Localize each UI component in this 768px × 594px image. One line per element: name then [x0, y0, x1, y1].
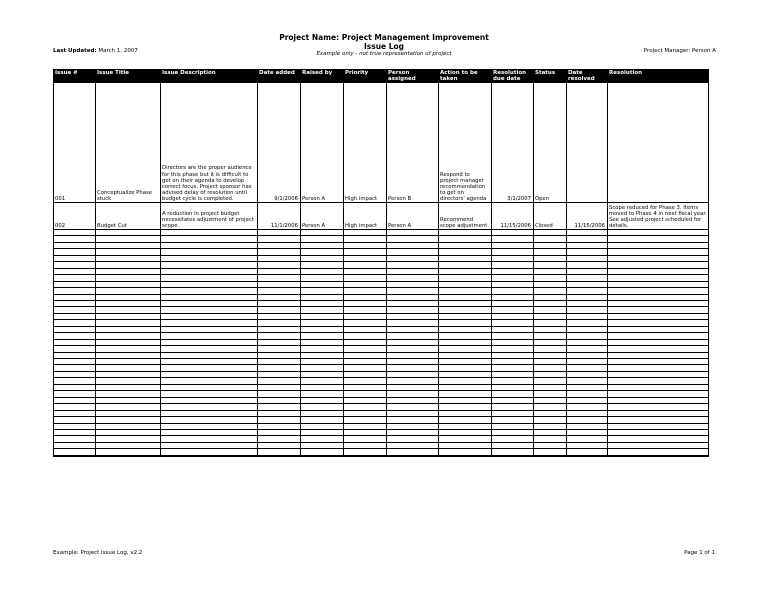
- cell-text: Budget Cut: [97, 222, 127, 229]
- cell-due-date: [491, 84, 533, 202]
- cell-text: Respond to project manager recommendation to get on directors' agenda: [440, 171, 487, 202]
- grid-hline: [53, 352, 709, 353]
- cell-text: 11/15/2006: [500, 222, 531, 229]
- grid-hline: [53, 294, 709, 295]
- grid-hline: [53, 358, 709, 359]
- grid-hline: [53, 416, 709, 417]
- column-header-issue-title: Issue Title: [97, 70, 130, 76]
- column-header-issue-no: Issue #: [55, 70, 78, 76]
- cell-issue-number: [53, 203, 95, 229]
- grid-hline: [53, 423, 709, 424]
- cell-issue-title: [95, 84, 160, 202]
- cell-text: 3/1/2007: [507, 195, 531, 202]
- grid-hline: [53, 274, 709, 275]
- cell-text: Person B: [388, 195, 412, 202]
- column-header-action: Action to be taken: [440, 70, 478, 82]
- grid-hline: [53, 306, 709, 307]
- cell-text: Conceptualize Phase stuck: [97, 189, 152, 202]
- cell-text: Person A: [388, 222, 412, 229]
- grid-hline: [53, 255, 709, 256]
- grid-hline: [53, 456, 709, 457]
- grid-hline: [53, 429, 709, 430]
- grid-hline: [53, 390, 709, 391]
- column-header-resolution-due-date: Resolution due date: [493, 70, 527, 82]
- cell-raised-by: [300, 203, 343, 229]
- cell-issue-description: [160, 203, 257, 229]
- cell-resolution: [607, 203, 709, 229]
- cell-text: 11/1/2006: [270, 222, 298, 229]
- cell-text: 11/15/2006: [574, 222, 605, 229]
- cell-text: 002: [55, 222, 66, 229]
- cell-text: High impact: [345, 222, 378, 229]
- grid-hline: [53, 364, 709, 365]
- cell-text: A reduction in project budget necessitates adjustment of project scope.: [162, 210, 254, 229]
- last-updated-label: Last Updated:: [53, 48, 97, 54]
- cell-raised-by: [300, 84, 343, 202]
- grid-hline: [53, 326, 709, 327]
- grid-hline: [53, 261, 709, 262]
- grid-hline: [53, 287, 709, 288]
- example-note: Example only - not true representation of project: [316, 51, 452, 57]
- column-header-raised-by: Raised by: [302, 70, 333, 76]
- cell-text: Person A: [302, 222, 326, 229]
- cell-action: [438, 84, 491, 202]
- cell-date-resolved: [566, 203, 607, 229]
- grid-hline: [53, 281, 709, 282]
- cell-text: Scope reduced for Phase 3. Items moved to Phase 4 in next fiscal year. See adjusted project scheduled for details.: [609, 204, 707, 229]
- grid-hline: [53, 403, 709, 404]
- cell-priority: [343, 203, 386, 229]
- footer-right: Page 1 of 1: [684, 550, 715, 556]
- grid-hline: [53, 332, 709, 333]
- cell-text: Person A: [302, 195, 326, 202]
- cell-date-added: [257, 203, 300, 229]
- cell-text: Recommend scope adjustment: [440, 216, 488, 229]
- cell-status: [533, 203, 566, 229]
- grid-hline: [53, 435, 709, 436]
- cell-priority: [343, 84, 386, 202]
- cell-resolution: [607, 84, 709, 202]
- cell-date-added: [257, 84, 300, 202]
- project-title: Project Name: Project Management Improvement: [279, 33, 489, 42]
- grid-hline: [53, 268, 709, 269]
- column-header-issue-description: Issue Description: [162, 70, 216, 76]
- cell-text: Closed: [535, 222, 553, 229]
- grid-hline: [53, 345, 709, 346]
- grid-hline: [53, 397, 709, 398]
- column-header-date-added: Date added: [259, 70, 295, 76]
- cell-date-resolved: [566, 84, 607, 202]
- cell-text: Open: [535, 195, 550, 202]
- issue-log-table: [53, 69, 709, 456]
- cell-person-assigned: [386, 84, 438, 202]
- grid-hline: [53, 235, 709, 236]
- grid-hline: [53, 371, 709, 372]
- log-title: Issue Log: [363, 42, 405, 51]
- footer-left: Example: Project Issue Log, v2.2: [53, 550, 143, 556]
- column-header-priority: Priority: [345, 70, 369, 76]
- column-header-person-assigned: Person assigned: [388, 70, 416, 82]
- grid-hline: [53, 377, 709, 378]
- column-header-resolution: Resolution: [609, 70, 643, 76]
- cell-issue-description: [160, 84, 257, 202]
- cell-status: [533, 84, 566, 202]
- cell-text: Directors are the proper audience for this phase but it is difficult to get on their agenda to develop correct focus. Project sponsor has advised delay of resolution until budget cycle is completed.: [162, 165, 252, 202]
- grid-hline: [53, 248, 709, 249]
- grid-hline: [53, 442, 709, 443]
- grid-hline: [53, 229, 709, 230]
- cell-text: 9/1/2006: [274, 195, 298, 202]
- grid-hline: [53, 384, 709, 385]
- cell-person-assigned: [386, 203, 438, 229]
- project-manager: Project Manager: Person A: [643, 48, 716, 54]
- last-updated: [53, 48, 138, 55]
- grid-hline: [53, 339, 709, 340]
- grid-hline: [53, 319, 709, 320]
- cell-issue-title: [95, 203, 160, 229]
- grid-hline: [53, 242, 709, 243]
- column-header-date-resolved: Date resolved: [568, 70, 595, 82]
- grid-hline: [53, 448, 709, 449]
- cell-issue-number: [53, 84, 95, 202]
- grid-hline: [53, 313, 709, 314]
- last-updated-value: March 1, 2007: [98, 48, 138, 54]
- grid-hline: [53, 410, 709, 411]
- cell-action: [438, 203, 491, 229]
- cell-text: High impact: [345, 195, 378, 202]
- cell-text: 001: [55, 195, 66, 202]
- cell-due-date: [491, 203, 533, 229]
- grid-hline: [53, 300, 709, 301]
- column-header-status: Status: [535, 70, 556, 76]
